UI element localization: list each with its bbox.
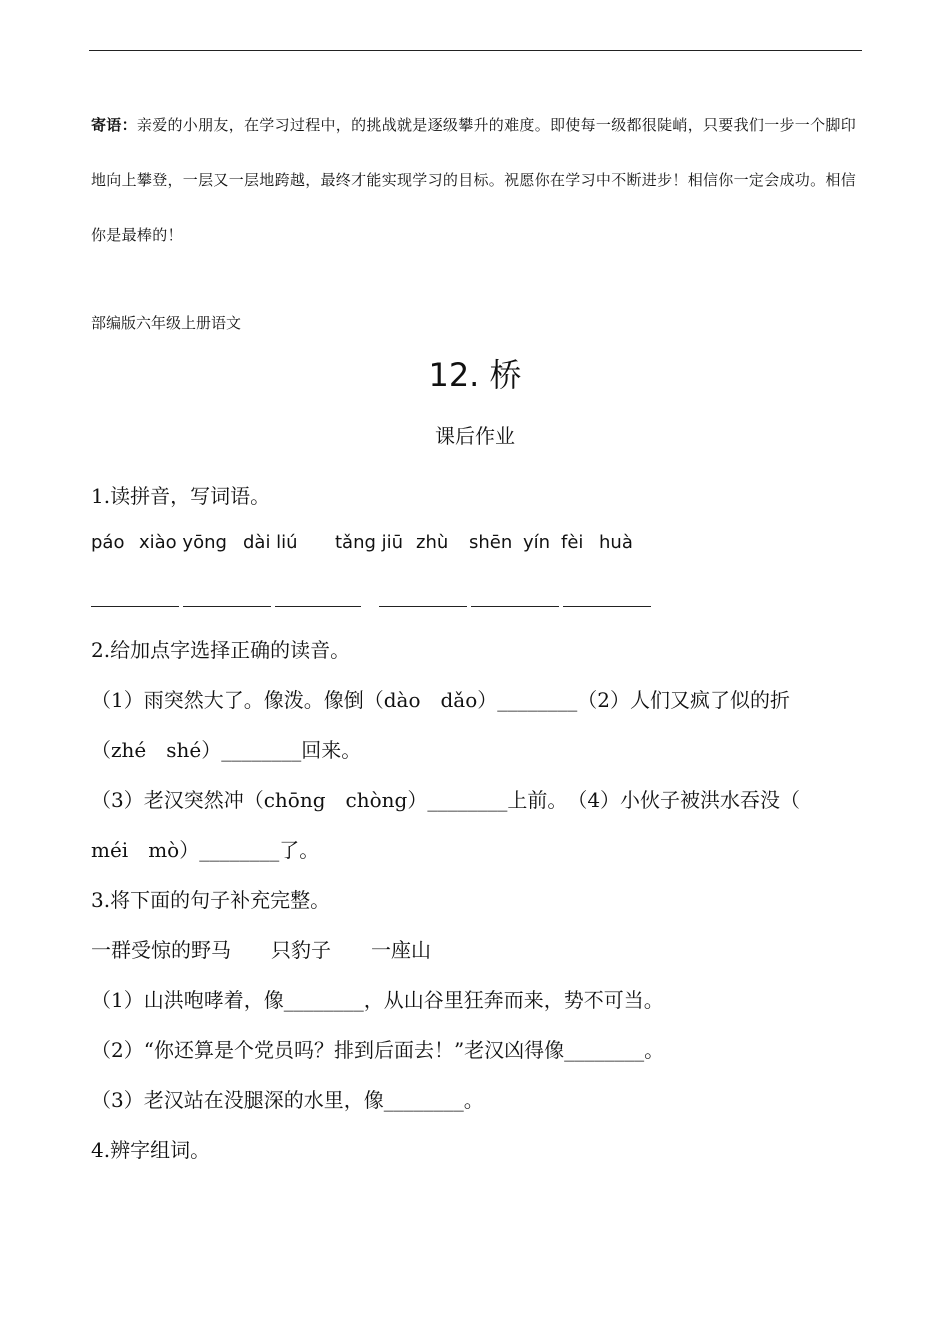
pinyin-item: páo	[91, 532, 125, 553]
q3-sentence-2: （2）“你还算是个党员吗？排到后面去！”老汉凶得像________。	[91, 1038, 665, 1062]
preface-paragraph	[91, 98, 861, 263]
q2-line-3: （3）老汉突然冲（chōng chòng）________上前。 （4）小伙子被洪水吞没（	[91, 788, 801, 812]
pinyin-item: shēn	[469, 532, 513, 553]
pinyin-item: zhù	[416, 532, 449, 553]
pinyin-item: tǎng jiū	[335, 532, 404, 553]
pinyin-item: yín	[523, 532, 551, 553]
q1-answer-blanks	[91, 590, 651, 610]
page-title: 12. 桥	[428, 356, 522, 394]
answer-blank[interactable]	[275, 606, 361, 607]
pinyin-item: huà	[599, 532, 633, 553]
pinyin-item: dài liú	[243, 532, 298, 553]
pinyin-item: fèi	[561, 532, 584, 553]
answer-blank[interactable]	[183, 606, 271, 607]
q2-heading: 2.给加点字选择正确的读音。	[91, 638, 351, 662]
answer-blank[interactable]	[471, 606, 559, 607]
q3-heading: 3.将下面的句子补充完整。	[91, 888, 331, 912]
q2-line-4: méi mò）________了。	[91, 838, 320, 862]
q2-line-1: （1）雨突然大了。像泼。像倒（dào dǎo）________（2）人们又疯了似的折	[91, 688, 790, 712]
q3-sentence-1: （1）山洪咆哮着，像________，从山谷里狂奔而来，势不可当。	[91, 988, 664, 1012]
q4-heading: 4.辨字组词。	[91, 1138, 211, 1162]
answer-blank[interactable]	[379, 606, 467, 607]
answer-blank[interactable]	[91, 606, 179, 607]
header-rule	[89, 50, 862, 51]
q1-heading: 1.读拼音，写词语。	[91, 484, 271, 508]
preface-text: 亲爱的小朋友，在学习过程中，的挑战就是逐级攀升的难度。即使每一级都很陡峭，只要我们一步一个脚印地向上攀登，一层又一层地跨越，最终才能实现学习的目标。祝愿你在学习中不断进步！相信你一定会成功。相信你是最棒的！	[91, 116, 857, 244]
page-subtitle: 课后作业	[435, 424, 515, 448]
pinyin-item: xiào yōng	[139, 532, 227, 553]
q2-line-2: （zhé shé）________回来。	[91, 738, 362, 762]
subject-line: 部编版六年级上册语文	[91, 314, 242, 332]
answer-blank[interactable]	[563, 606, 651, 607]
q3-sentence-3: （3）老汉站在没腿深的水里，像________。	[91, 1088, 484, 1112]
q3-options: 一群受惊的野马 只豹子 一座山	[91, 938, 431, 962]
preface-label: 寄语：	[91, 116, 137, 134]
